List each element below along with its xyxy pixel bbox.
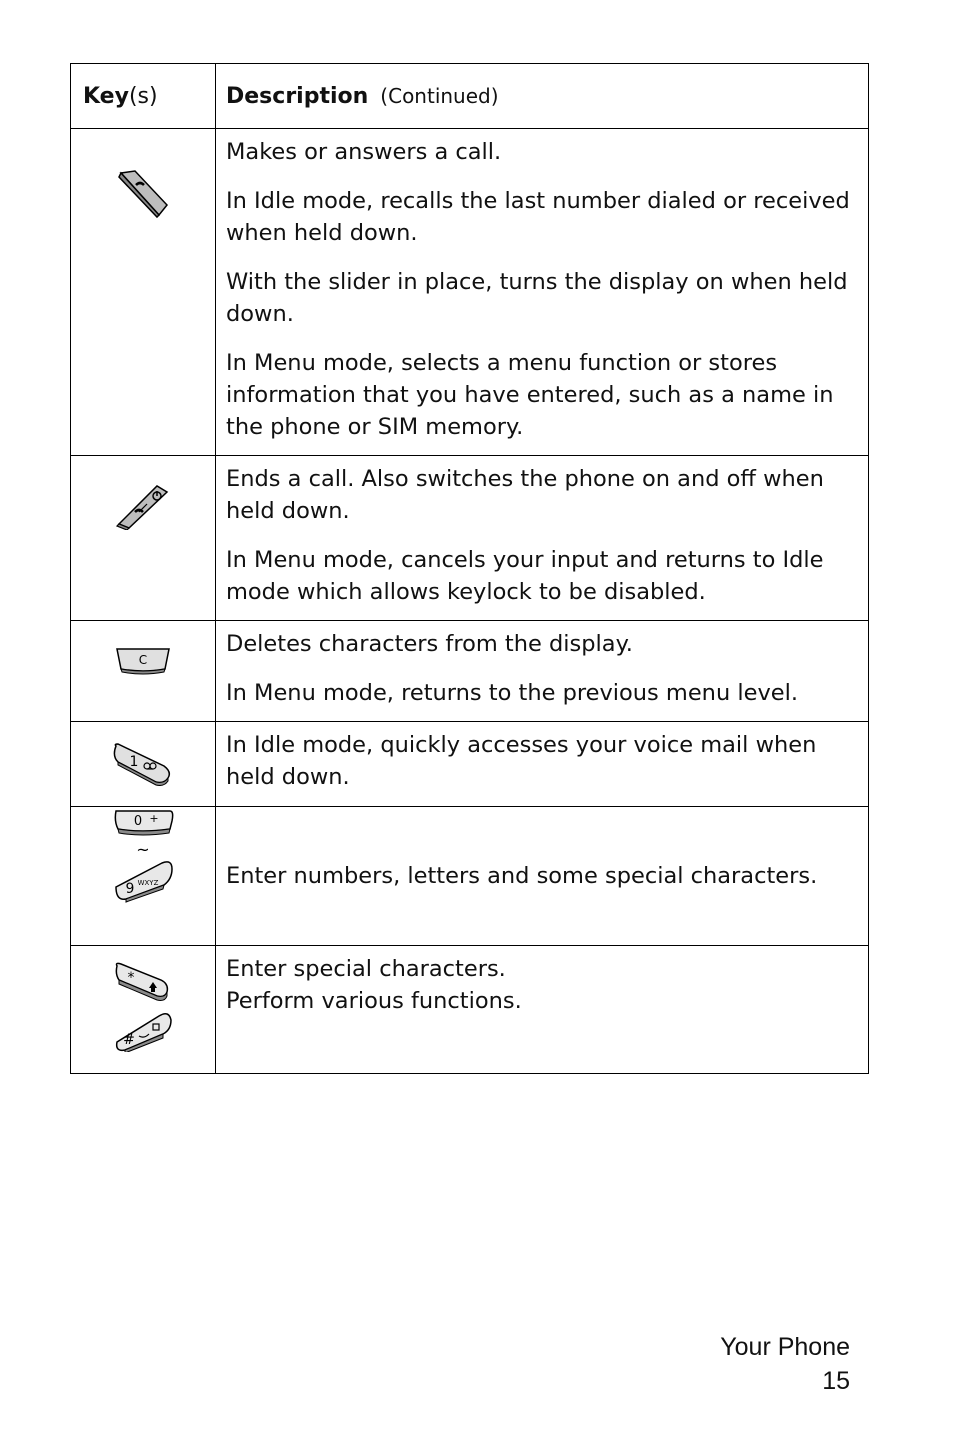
table-row: [71, 946, 869, 1074]
table-row: [71, 456, 869, 621]
description-text: With the slider in place, turns the display on when held down.: [226, 269, 848, 327]
send-key-icon: [111, 165, 175, 225]
description-text: Makes or answers a call.: [226, 139, 502, 165]
description-cell: [216, 722, 869, 807]
end-power-key-icon: [113, 478, 173, 530]
star-key-icon: [116, 963, 167, 1000]
nine-key-icon: [116, 862, 172, 902]
svg-text:9: 9: [125, 881, 135, 897]
key-cell: [71, 621, 216, 722]
description-cell: [216, 621, 869, 722]
table-header-row: [71, 64, 869, 129]
description-text: In Idle mode, recalls the last number dialed or received when held down.: [226, 188, 850, 246]
svg-text:1: 1: [129, 754, 139, 770]
svg-text:+: +: [149, 812, 159, 825]
description-text: In Idle mode, quickly accesses your voice mail when held down.: [226, 732, 817, 790]
description-cell: [216, 129, 869, 456]
key-description-table: [70, 63, 869, 1074]
description-text: Ends a call. Also switches the phone on and off when held down.: [226, 466, 824, 524]
key-cell: [71, 946, 216, 1074]
description-text: Perform various functions.: [226, 988, 522, 1014]
key-cell: [71, 129, 216, 456]
svg-text:*: *: [127, 970, 135, 986]
svg-text:0: 0: [133, 814, 143, 829]
description-cell: [216, 456, 869, 621]
description-cell: [216, 807, 869, 946]
description-text: In Menu mode, cancels your input and returns to Idle mode which allows keylock to be disabled.: [226, 547, 824, 605]
clear-key-icon: [113, 645, 173, 675]
table-row: [71, 722, 869, 807]
table-row: [71, 807, 869, 946]
table-row: [71, 621, 869, 722]
hash-key-icon: [117, 1014, 171, 1052]
footer-section-title: Your Phone: [720, 1333, 850, 1361]
key-cell: [71, 807, 216, 946]
page-number: 15: [822, 1367, 850, 1395]
key-cell: [71, 722, 216, 807]
description-text: Deletes characters from the display.: [226, 631, 633, 657]
description-text: Enter special characters.: [226, 956, 506, 982]
header-key: Key(s): [71, 64, 216, 129]
description-text: In Menu mode, selects a menu function or stores information that you have entered, such as a name in the phone or SIM memory.: [226, 350, 834, 440]
star-hash-keys-icon: [111, 960, 175, 1052]
number-keys-icon: [110, 807, 176, 903]
table-row: [71, 129, 869, 456]
key-cell: [71, 456, 216, 621]
description-text: Enter numbers, letters and some special characters.: [226, 863, 818, 889]
range-tilde: ~: [136, 840, 150, 859]
zero-key-icon: [115, 811, 172, 835]
description-text: In Menu mode, returns to the previous menu level.: [226, 680, 799, 706]
svg-text:C: C: [138, 653, 148, 667]
header-description: Description (Continued): [216, 64, 869, 129]
svg-text:#: #: [123, 1032, 135, 1048]
svg-text:WXYZ: WXYZ: [137, 879, 159, 887]
one-voicemail-key-icon: [110, 740, 176, 786]
description-cell: [216, 946, 869, 1074]
